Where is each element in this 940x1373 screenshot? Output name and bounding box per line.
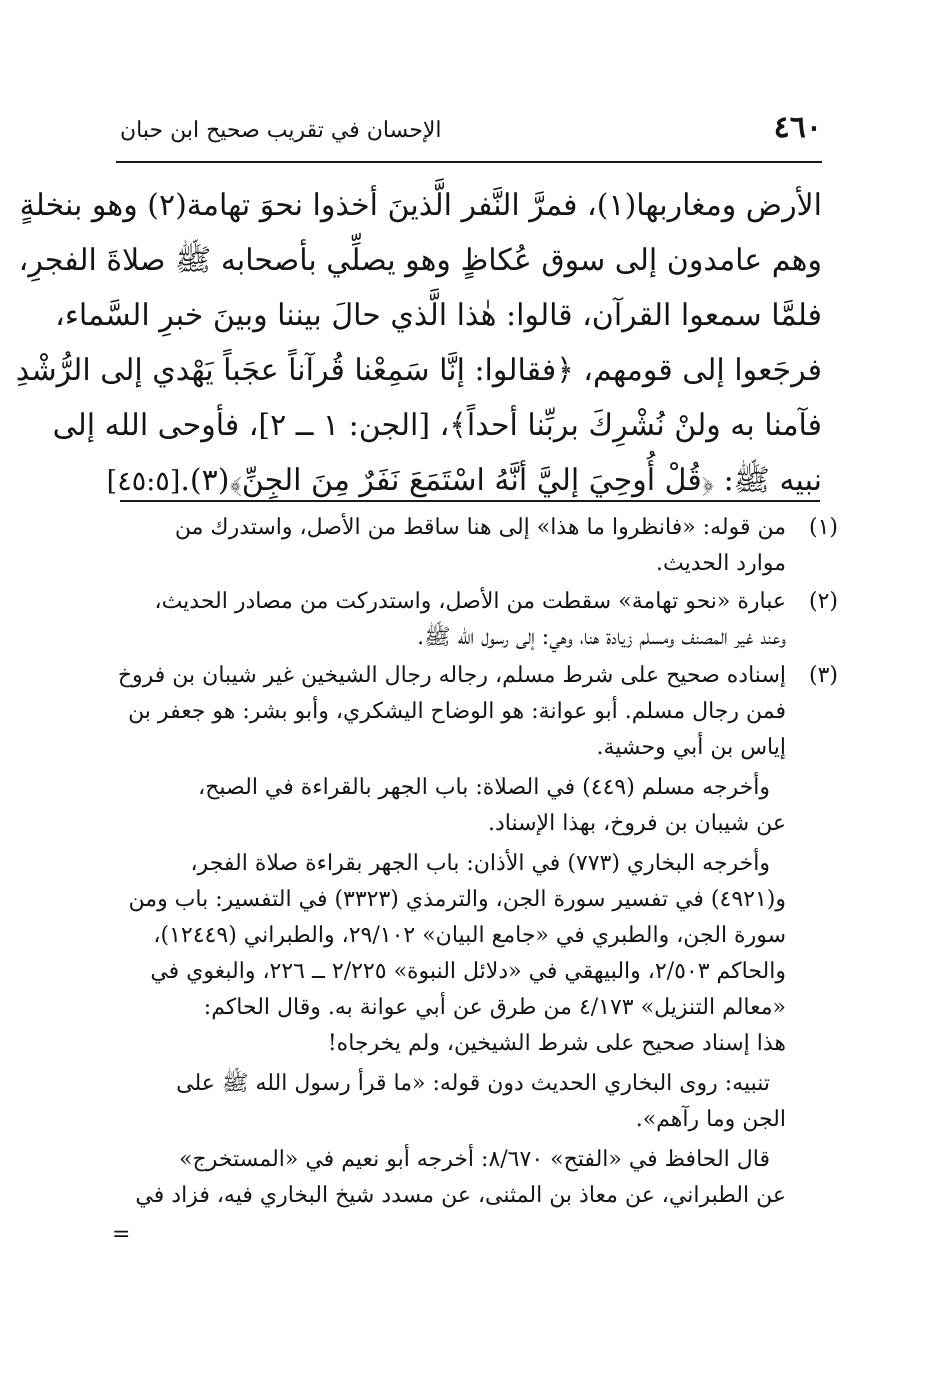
footnote-number: (٣) (808, 663, 838, 688)
footnotes-rule (120, 500, 820, 502)
footnote-number: (١) (808, 515, 838, 540)
footnote-line: إسناده صحيح على شرط مسلم، رجاله رجال الشيخين غير شيبان بن فروخ (117, 663, 786, 688)
main-text-line: فرجَعوا إلى قومهم، ﴿فقالوا: إنَّا سَمِعْنا قُرآناً عجَباً يَهْدي إلى الرُّشْدِ (15, 353, 822, 388)
footnote-line: سورة الجن، والطبري في «جامع البيان» ٢٩/١٠٢، والطبراني (١٢٤٤٩)، (153, 923, 786, 948)
footnote-paragraph (118, 846, 786, 1062)
footnote-line: من قوله: «فانظروا ما هذا» إلى هنا ساقط من الأصل، واستدرك من (174, 515, 786, 540)
footnote-1 (118, 510, 838, 582)
main-text (15, 178, 822, 508)
footnote-line: فمن رجال مسلم. أبو عوانة: هو الوضاح اليشكري، وأبو بشر: هو جعفر بن (128, 699, 786, 724)
main-text-line: وهم عامدون إلى سوق عُكاظٍ وهو يصلِّي بأصحابه ﷺ صلاةَ الفجرِ، (18, 243, 822, 278)
footnote-line: وعند غير المصنف ومسلم زيادة هنا، وهي: إلى رسول الله ﷺ. (417, 625, 786, 650)
main-text-line: نبيه ﷺ: ﴿قُلْ أُوحِيَ إليَّ أنَّهُ اسْتَمَعَ نَفَرٌ مِنَ الجِنِّ﴾(٣). (180, 463, 822, 498)
footnote-text (118, 584, 786, 656)
footnote-2 (118, 584, 838, 656)
footnotes (118, 510, 838, 1216)
header-rule (116, 161, 822, 163)
main-text-line: فلمَّا سمعوا القرآن، قالوا: هٰذا الَّذي حالَ بيننا وبينَ خبرِ السَّماء، (55, 298, 822, 333)
footnote-line: تنبيه: روى البخاري الحديث دون قوله: «ما قرأ رسول الله ﷺ على (176, 1071, 770, 1096)
footnote-line: عن شيبان بن فروخ، بهذا الإسناد. (487, 811, 786, 836)
footnote-number: (٢) (808, 589, 838, 614)
footnote-line: موارد الحديث. (656, 551, 786, 576)
footnote-line: والحاكم ٢/٥٠٣، والبيهقي في «دلائل النبوة» ٢/٢٢٥ ــ ٢٢٦، والبغوي في (150, 959, 786, 984)
footnote-line: الجن وما رآهم». (635, 1107, 786, 1132)
footnote-line: إياس بن أبي وحشية. (596, 735, 786, 760)
continuation-mark: = (112, 1222, 131, 1247)
footnote-paragraph (118, 1142, 786, 1214)
running-title: الإحسان في تقريب صحيح ابن حبان (120, 118, 442, 143)
footnote-line: قال الحافظ في «الفتح» ٨/٦٧٠: أخرجه أبو نعيم في «المستخرج» (179, 1147, 770, 1172)
footnote-line: عبارة «نحو تهامة» سقطت من الأصل، واستدركت من مصادر الحديث، (154, 589, 786, 614)
footnote-line: و(٤٩٢١) في تفسير سورة الجن، والترمذي (٣٣٢٣) في التفسير: باب ومن (128, 887, 786, 912)
footnote-line: عن الطبراني، عن معاذ بن المثنى، عن مسدد شيخ البخاري فيه، فزاد في (135, 1183, 786, 1208)
main-text-line: الأرض ومغاربها(١)، فمرَّ النَّفر الَّذينَ أخذوا نحوَ تهامة(٢) وهو بنخلةٍ (19, 188, 822, 223)
footnote-line: «معالم التنزيل» ٤/١٧٣ من طرق عن أبي عوانة به. وقال الحاكم: (203, 995, 786, 1020)
footnote-line: وأخرجه البخاري (٧٧٣) في الأذان: باب الجهر بقراءة صلاة الفجر، (190, 851, 770, 876)
footnote-text (118, 510, 786, 582)
main-text-line: فآمنا به ولنْ نُشْرِكَ بربِّنا أحداً﴾، [الجن: ١ ــ ٢]، فأوحى الله إلى (52, 408, 822, 443)
hadith-reference: [٤٥:٥] (106, 466, 181, 497)
footnote-3 (118, 658, 838, 1214)
footnote-paragraph (118, 1066, 786, 1138)
footnote-paragraph (118, 770, 786, 842)
footnote-line: وأخرجه مسلم (٤٤٩) في الصلاة: باب الجهر بالقراءة في الصبح، (198, 775, 770, 800)
footnote-text (118, 658, 786, 1214)
footnote-line: هذا إسناد صحيح على شرط الشيخين، ولم يخرجاه! (327, 1031, 786, 1056)
page-number: ٤٦٠ (773, 110, 822, 145)
